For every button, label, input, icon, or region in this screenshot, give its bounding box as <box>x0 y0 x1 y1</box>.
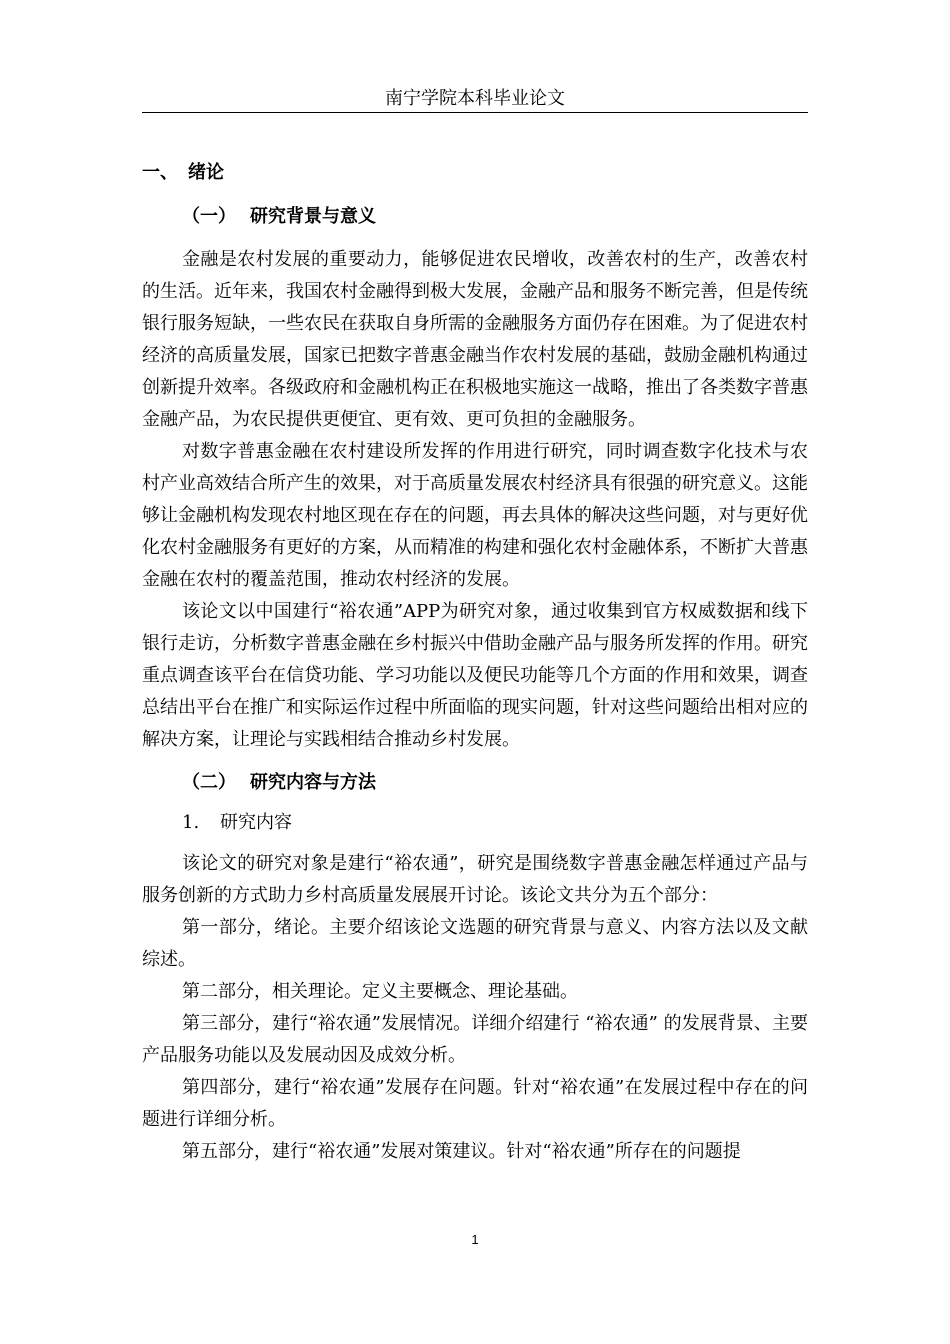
subsubsection-title: 研究内容 <box>220 812 292 833</box>
paragraph: 第一部分，绪论。主要介绍该论文选题的研究背景与意义、内容方法以及文献综述。 <box>142 917 808 970</box>
subsection-number: （一） <box>182 206 236 227</box>
document-body <box>142 160 808 1168</box>
header-divider <box>142 112 808 113</box>
subsection-title: 研究内容与方法 <box>250 772 376 793</box>
paragraph: 金融是农村发展的重要动力，能够促进农民增收，改善农村的生产，改善农村的生活。近年来，我国农村金融得到极大发展，金融产品和服务不断完善，但是传统银行服务短缺，一些农民在获取自身所需的金融服务方面仍存在困难。为了促进农村经济的高质量发展，国家已把数字普惠金融当作农村发展的基础，鼓励金融机构通过创新提升效率。各级政府和金融机构正在积极地实施这一战略，推出了各类数字普惠金融产品，为农民提供更便宜、更有效、更可负担的金融服务。 <box>142 249 808 430</box>
section-title: 绪论 <box>188 162 224 183</box>
paragraph: 第三部分，建行“裕农通”发展情况。详细介绍建行 “裕农通” 的发展背景、主要产品服务功能以及发展动因及成效分析。 <box>142 1013 808 1066</box>
subsection-heading-content-method <box>182 770 808 796</box>
subsection-number: （二） <box>182 772 236 793</box>
paragraph: 对数字普惠金融在农村建设所发挥的作用进行研究，同时调查数字化技术与农村产业高效结合所产生的效果，对于高质量发展农村经济具有很强的研究意义。这能够让金融机构发现农村地区现在存在的问题，再去具体的解决这些问题，对与更好优化农村金融服务有更好的方案，从而精准的构建和强化农村金融体系，不断扩大普惠金融在农村的覆盖范围，推动农村经济的发展。 <box>142 441 808 590</box>
paragraph: 第二部分，相关理论。定义主要概念、理论基础。 <box>182 981 578 1002</box>
paragraph: 该论文以中国建行“裕农通”APP为研究对象，通过收集到官方权威数据和线下银行走访，分析数字普惠金融在乡村振兴中借助金融产品与服务所发挥的作用。研究重点调查该平台在信贷功能、学习功能以及便民功能等几个方面的作用和效果，调查总结出平台在推广和实际运作过程中所面临的现实问题，针对这些问题给出相对应的解决方案，让理论与实践相结合推动乡村发展。 <box>142 601 808 750</box>
section-heading-introduction <box>142 160 808 186</box>
paragraph: 该论文的研究对象是建行“裕农通”，研究是围绕数字普惠金融怎样通过产品与服务创新的方式助力乡村高质量发展展开讨论。该论文共分为五个部分： <box>142 853 808 906</box>
page-number: 1 <box>471 1232 479 1247</box>
subsubsection-number: 1. <box>182 812 200 833</box>
paragraph: 第四部分，建行“裕农通”发展存在问题。针对“裕农通”在发展过程中存在的问题进行详细分析。 <box>142 1077 808 1130</box>
paragraph: 第五部分，建行“裕农通”发展对策建议。针对“裕农通”所存在的问题提 <box>182 1141 741 1162</box>
section-number: 一、 <box>142 162 178 183</box>
running-header: 南宁学院本科毕业论文 <box>385 88 565 109</box>
subsection-heading-background <box>182 204 808 230</box>
subsection-title: 研究背景与意义 <box>250 206 376 227</box>
subsubsection-heading-content <box>182 810 808 836</box>
